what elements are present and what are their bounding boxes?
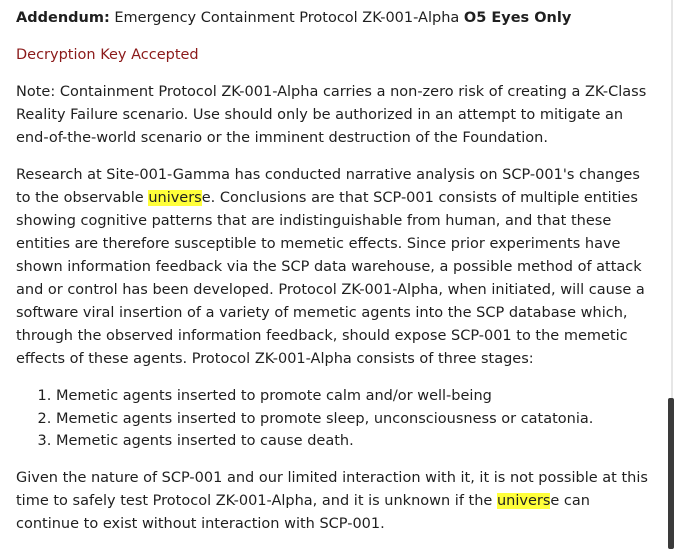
research-text-2: e. Conclusions are that SCP-001 consists of multiple entities showing cognitive patterns that are indistinguishable from human, and that these entities are therefore susceptible to memetic effects. Since prior experiments have shown information feedback via the SCP data warehouse, a possible method of attack and or control has been developed. Protocol ZK-001-Alpha, when initiated, will cause a software viral insertion of a variety of memetic agents into the SCP database which, through the observed information feedback, should expose SCP-001 to the memetic effects of these agents. Protocol ZK-001-Alpha consists of three stages: [16, 190, 645, 367]
addendum-heading [16, 7, 651, 30]
clearance-label: O5 Eyes Only [463, 10, 572, 26]
vertical-scrollbar[interactable] [664, 0, 674, 549]
research-text-1: Research at Site-001-Gamma has conducted narrative analysis on SCP-001's changes to the observable [16, 167, 640, 206]
conclusion-paragraph [16, 467, 651, 536]
document-content [16, 0, 651, 536]
addendum-label: Addendum: [16, 10, 110, 26]
stage-item: 1. Memetic agents inserted to promote calm and/or well-being [56, 385, 651, 408]
conclusion-text-1: Given the nature of SCP-001 and our limited interaction with it, it is not possible at this time to safely test Protocol ZK-001-Alpha, and it is unknown if the [16, 469, 648, 509]
conclusion-text-2: e can continue to exist without interaction with SCP-001. [16, 492, 590, 532]
research-paragraph [16, 164, 651, 371]
stage-item: 2. Memetic agents inserted to promote sleep, unconsciousness or catatonia. [56, 408, 651, 431]
stage-item: 3. Memetic agents inserted to cause death. [56, 430, 651, 453]
decryption-status: Decryption Key Accepted [16, 47, 199, 63]
scrollbar-thumb[interactable] [668, 398, 674, 549]
search-highlight: univers [496, 492, 551, 509]
addendum-title: Emergency Containment Protocol ZK-001-Alpha [109, 10, 464, 26]
search-highlight: univers [148, 190, 202, 206]
stages-list [16, 385, 651, 453]
note-paragraph: Note: Containment Protocol ZK-001-Alpha carries a non-zero risk of creating a ZK-Class Reality Failure scenario. Use should only be authorized in an attempt to mitigate an end-of-the-world scenario or the imminent destruction of the Foundation. [16, 84, 647, 146]
